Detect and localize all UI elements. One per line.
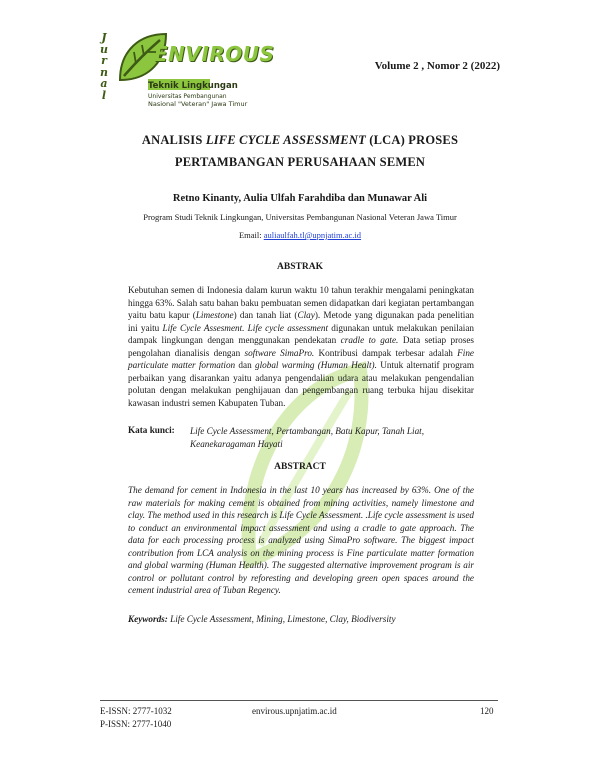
footer-website[interactable]: envirous.upnjatim.ac.id [252, 706, 337, 716]
logo-institution-line1: Universitas Pembangunan [148, 93, 227, 100]
abstrak-text [128, 284, 474, 409]
email-line [0, 230, 600, 240]
abstrak-seg: dan [235, 360, 255, 370]
abstrak-italic: Life Cycle Assesment. Life cycle assessment [162, 322, 329, 333]
abstrak-seg: ). Metode yang digunakan pada penelitian ini yaitu [128, 310, 475, 333]
abstract-text: The demand for cement in Indonesia in the last 10 years has increased by 63%. One of the raw materials for making cement is obtained from mining activities, namely limestone and clay. The method used in this research is Life Cycle Assessment. .Life cycle assessment is used to conduct an environmental impact assessment and using a cradle to gate approach. The data for each processing process is analyzed using SimaPro software. The biggest impact contribution from LCA analysis on the mining process is Fine particulate matter formation and global warming (Human Health). The suggested alternative improvement program is air control or pollutant control by reforesting and developing green open spaces around the cement industrial area of Tuban Regency. [128, 485, 474, 595]
abstrak-seg: Data setiap proses pengolahan dianalisis dengan [128, 335, 474, 358]
abstract-heading: ABSTRACT [274, 462, 326, 472]
abstrak-italic: Clay [297, 310, 315, 320]
logo-institution-line2: Nasional "Veteran" Jawa Timur [148, 100, 248, 108]
title-prefix: ANALISIS [141, 133, 206, 147]
email-label: Email: [238, 230, 262, 240]
abstrak-seg: ) dan tanah liat ( [233, 310, 298, 320]
volume-info: Volume 2 , Nomor 2 (2022) [374, 60, 500, 72]
abstrak-seg: Kontribusi dampak terbesar adalah [314, 347, 458, 358]
logo-subtitle: Teknik Lingkungan [148, 81, 238, 91]
footer-divider [100, 700, 498, 701]
abstrak-italic: global warming (Human Healt). [255, 360, 377, 370]
abstrak-seg: Untuk alternatif program perbaikan yang disarankan yaitu adanya pengendalian udara atau melakukan pengendalian polutan dengan melakukan penghijauan dan pengembangan ruang terbuka hijau disekitar kawasan industri semen Kabupaten Tuban. [128, 360, 475, 408]
paper-title-line1 [0, 133, 600, 148]
keywords-label: Keywords: [128, 614, 168, 624]
paper-title-line2: PERTAMBANGAN PERUSAHAAN SEMEN [174, 155, 426, 169]
kata-kunci-label: Kata kunci: [128, 425, 175, 435]
journal-logo [96, 28, 275, 108]
abstrak-italic: software SimaPro. [244, 347, 315, 358]
footer-eissn: E-ISSN: 2777-1032 [100, 706, 172, 716]
page-number: 120 [480, 706, 494, 716]
title-italic: LIFE CYCLE ASSESSMENT [205, 133, 366, 147]
authors: Retno Kinanty, Aulia Ulfah Farahdiba dan Munawar Ali [172, 193, 428, 204]
keywords-line [128, 614, 396, 624]
kata-kunci-text: Life Cycle Assessment, Pertambangan, Batu Kapur, Tanah Liat, Keanekaragaman Hayati [190, 426, 425, 449]
abstrak-seg: digunakan untuk melakukan penilaian dampak lingkungan dengan menggunakan pendekatan [128, 322, 474, 345]
keywords-text: Life Cycle Assessment, Mining, Limestone, Clay, Biodiversity [170, 614, 396, 624]
footer-pissn: P-ISSN: 2777-1040 [100, 719, 172, 729]
logo-jurnal-text: J u r n a l [100, 31, 108, 102]
title-suffix: (LCA) PROSES [365, 133, 459, 147]
abstrak-heading: ABSTRAK [277, 262, 323, 272]
abstrak-italic: cradle to gate. [340, 335, 399, 345]
email-link[interactable]: auliaulfah.tl@upnjatim.ac.id [263, 230, 362, 240]
abstrak-italic: Fine particulate matter formation [128, 347, 475, 370]
affiliation: Program Studi Teknik Lingkungan, Universitas Pembangunan Nasional Veteran Jawa Timur [143, 212, 457, 222]
abstrak-seg: Kebutuhan semen di Indonesia dalam kurun waktu 10 tahun terakhir mengalami peningkatan hingga 63%. Salah satu bahan baku pembuatan semen didapatkan dari kegiatan pertambangan yaitu batu kapur ( [128, 285, 474, 320]
logo-brand: ENVIROUS [154, 42, 275, 66]
abstrak-italic: Limestone [195, 310, 234, 320]
